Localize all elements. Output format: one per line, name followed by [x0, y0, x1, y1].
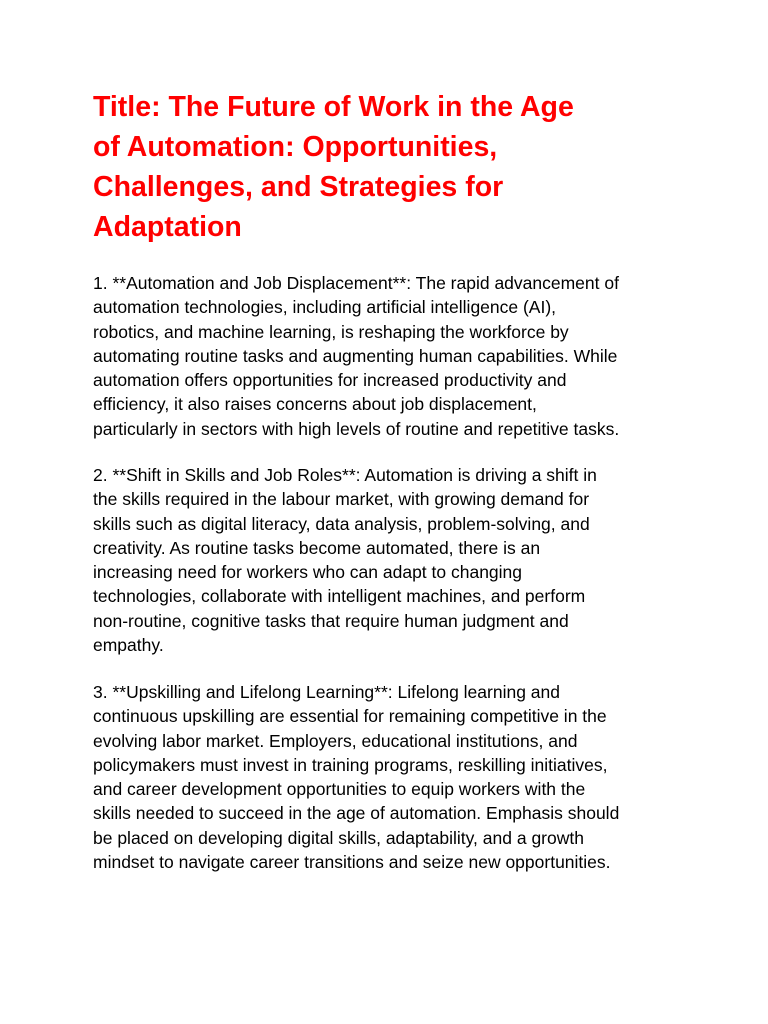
- title-line: of Automation: Opportunities,: [93, 131, 498, 163]
- paragraph-line: and career development opportunities to equip workers with the: [93, 779, 586, 800]
- paragraph-line: technologies, collaborate with intelligent machines, and perform: [93, 586, 586, 607]
- title-line: Title: The Future of Work in the Age: [93, 91, 574, 123]
- paragraph-line: non-routine, cognitive tasks that require human judgment and: [93, 610, 569, 631]
- paragraph-line: automating routine tasks and augmenting human capabilities. While: [93, 345, 618, 366]
- paragraph-line: 2. **Shift in Skills and Job Roles**: Automation is driving a shift in: [93, 465, 597, 485]
- paragraph-upskilling-lifelong-learning: [93, 680, 733, 874]
- title-line: Adaptation: [93, 211, 242, 243]
- paragraph-line: robotics, and machine learning, is reshaping the workforce by: [93, 321, 569, 342]
- paragraph-automation-job-displacement: [93, 271, 733, 441]
- paragraph-line: evolving labor market. Employers, educational institutions, and: [93, 730, 578, 751]
- paragraph-line: mindset to navigate career transitions and seize new opportunities.: [93, 852, 611, 873]
- title-line: Challenges, and Strategies for: [93, 171, 504, 203]
- paragraph-line: skills needed to succeed in the age of automation. Emphasis should: [93, 803, 620, 824]
- paragraph-line: the skills required in the labour market, with growing demand for: [93, 489, 590, 510]
- paragraph-line: skills such as digital literacy, data analysis, problem-solving, and: [93, 513, 590, 534]
- paragraph-line: efficiency, it also raises concerns about job displacement,: [93, 394, 537, 415]
- paragraph-line: automation offers opportunities for increased productivity and: [93, 370, 567, 391]
- paragraph-line: policymakers must invest in training programs, reskilling initiatives,: [93, 754, 608, 775]
- paragraph-line: particularly in sectors with high levels of routine and repetitive tasks.: [93, 418, 620, 439]
- paragraph-line: continuous upskilling are essential for remaining competitive in the: [93, 706, 607, 727]
- paragraph-line: 3. **Upskilling and Lifelong Learning**: Lifelong learning and: [93, 682, 560, 702]
- paragraph-line: 1. **Automation and Job Displacement**: The rapid advancement of: [93, 273, 619, 293]
- paragraph-line: increasing need for workers who can adapt to changing: [93, 562, 523, 583]
- paragraph-line: be placed on developing digital skills, adaptability, and a growth: [93, 827, 584, 848]
- paragraph-line: empathy.: [93, 635, 164, 656]
- paragraph-line: automation technologies, including artificial intelligence (AI),: [93, 297, 557, 318]
- paragraph-line: creativity. As routine tasks become automated, there is an: [93, 537, 541, 558]
- document-title: [93, 87, 733, 247]
- paragraph-shift-in-skills: [93, 463, 733, 657]
